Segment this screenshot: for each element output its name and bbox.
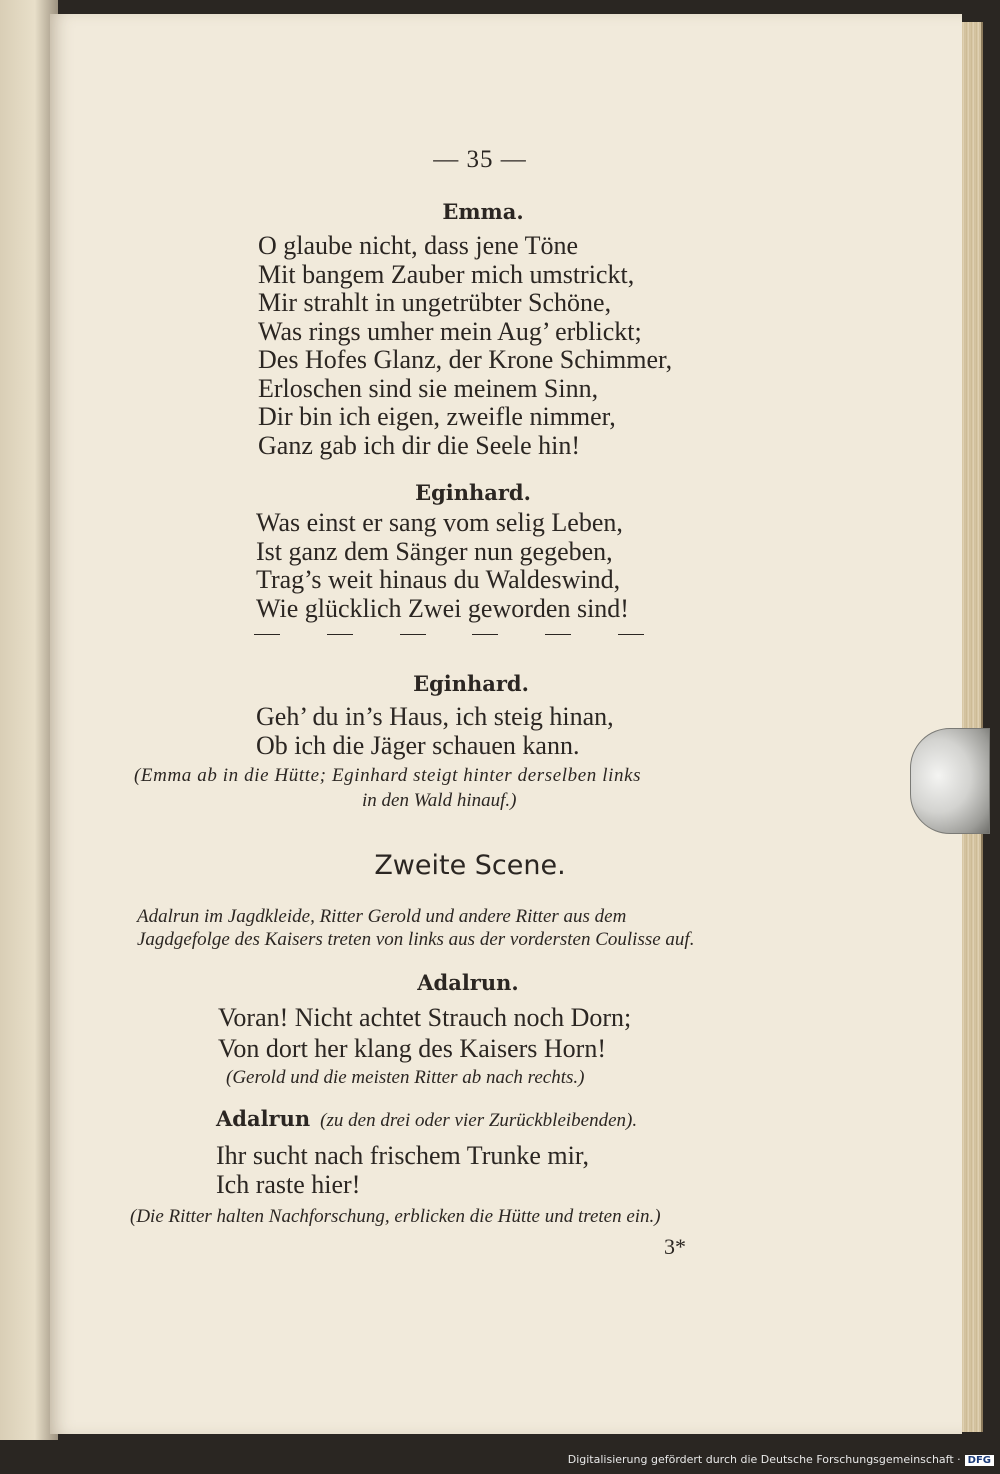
verse-adalrun-2 [216, 1141, 589, 1199]
footer [568, 1453, 994, 1466]
dash [254, 634, 280, 635]
speaker-eginhard-2: Eginhard. [413, 671, 529, 696]
verse-line: Mit bangem Zauber mich umstrickt, [258, 259, 635, 289]
verse-line: Wie glücklich Zwei geworden sind! [256, 593, 629, 623]
verse-line: Des Hofes Glanz, der Krone Schimmer, [258, 345, 673, 374]
dash-separator [254, 620, 644, 635]
dash [618, 634, 644, 635]
speaker-eginhard: Eginhard. [415, 480, 531, 505]
scene-stage-direction: Adalrun im Jagdkleide, Ritter Gerold und andere Ritter aus dem [137, 906, 627, 927]
verse-line: Was einst er sang vom selig Leben, [256, 508, 623, 537]
dash [545, 634, 571, 635]
verse-line: Ob ich die Jäger schauen kann. [256, 730, 580, 760]
page-clip [910, 728, 990, 834]
stage-direction: in den Wald hinauf.) [362, 790, 517, 811]
verse-line: Voran! Nicht achtet Strauch noch Dorn; [218, 1003, 632, 1032]
verse-line: Ist ganz dem Sänger nun gegeben, [256, 536, 613, 566]
signature-mark: 3* [664, 1234, 686, 1259]
verse-line: Dir bin ich eigen, zweifle nimmer, [258, 402, 616, 431]
speaker-note: (zu den drei oder vier Zurückbleibenden). [320, 1110, 638, 1131]
verse-line: Von dort her klang des Kaisers Horn! [218, 1034, 606, 1063]
verse-line: Ganz gab ich dir die Seele hin! [258, 430, 580, 460]
dash [327, 634, 353, 635]
footer-text: Digitalisierung gefördert durch die Deutsche Forschungsgemeinschaft · [567, 1453, 961, 1466]
verse-line: Was rings umher mein Aug’ erblickt; [258, 316, 642, 346]
verse-eginhard [256, 509, 629, 623]
verse-eginhard-2 [256, 703, 614, 760]
dfg-logo: DFG [965, 1455, 994, 1466]
verse-line: Trag’s weit hinaus du Waldeswind, [256, 565, 621, 594]
stage-direction: (Gerold und die meisten Ritter ab nach rechts.) [226, 1067, 585, 1088]
verse-line: Ich raste hier! [216, 1170, 361, 1199]
stage-direction: (Emma ab in die Hütte; Eginhard steigt hinter derselben links [134, 765, 642, 786]
verse-line: Ihr sucht nach frischem Trunke mir, [216, 1141, 590, 1170]
scene-stage-direction: Jagdgefolge des Kaisers treten von links aus der vordersten Coulisse auf. [137, 929, 695, 950]
dash [400, 634, 426, 635]
verse-adalrun [218, 1002, 631, 1064]
dash [472, 634, 498, 635]
verse-line: Erloschen sind sie meinem Sinn, [258, 373, 599, 403]
speaker-adalrun-inline: Adalrun [216, 1106, 311, 1131]
speaker-line [216, 1106, 637, 1132]
verse-line: Geh’ du in’s Haus, ich steig hinan, [256, 702, 614, 731]
stage-direction: (Die Ritter halten Nachforschung, erblicken die Hütte und treten ein.) [130, 1206, 661, 1227]
verse-line: O glaube nicht, dass jene Töne [258, 231, 579, 260]
page-number: — 35 — [433, 146, 527, 173]
scene-title: Zweite Scene. [374, 850, 566, 881]
verse-emma [258, 232, 672, 460]
speaker-emma: Emma. [442, 199, 524, 224]
speaker-adalrun: Adalrun. [417, 970, 519, 995]
verse-line: Mir strahlt in ungetrübter Schöne, [258, 288, 612, 317]
